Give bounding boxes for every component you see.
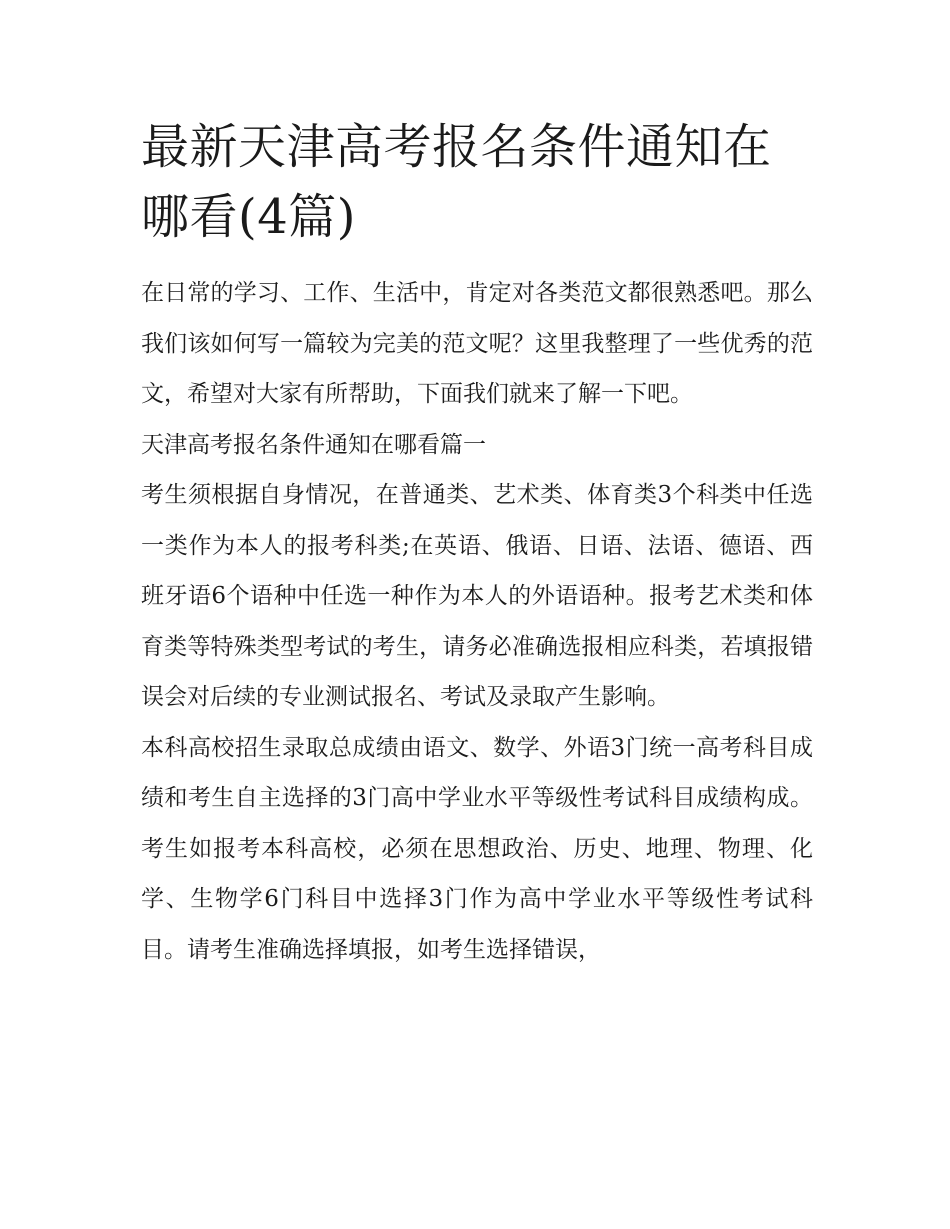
body-paragraph-scores: 本科高校招生录取总成绩由语文、数学、外语3门统一高考科目成绩和考生自主选择的3门高中学业水平等级性考试科目成绩构成。考生如报考本科高校，必须在思想政治、历史、地理、物理、化学、生物学6门科目中选择3门作为高中学业水平等级性考试科目。请考生准确选择填报，如考生选择错误， (141, 734, 813, 963)
body-paragraph-subjects: 考生须根据自身情况，在普通类、艺术类、体育类3个科类中任选一类作为本人的报考科类;在英语、俄语、日语、法语、德语、西班牙语6个语种中任选一种作为本人的外语语种。报考艺术类和体育类等特殊类型考试的考生，请务必准确选报相应科类，若填报错误会对后续的专业测试报名、考试及录取产生影响。 (141, 482, 813, 710)
document-title: 最新天津高考报名条件通知在哪看(4篇) (141, 119, 772, 245)
document-body (141, 112, 813, 975)
section-heading: 天津高考报名条件通知在哪看篇一 (141, 431, 486, 458)
intro-paragraph: 在日常的学习、工作、生活中，肯定对各类范文都很熟悉吧。那么我们该如何写一篇较为完美的范文呢？这里我整理了一些优秀的范文，希望对大家有所帮助，下面我们就来了解一下吧。 (141, 280, 813, 407)
